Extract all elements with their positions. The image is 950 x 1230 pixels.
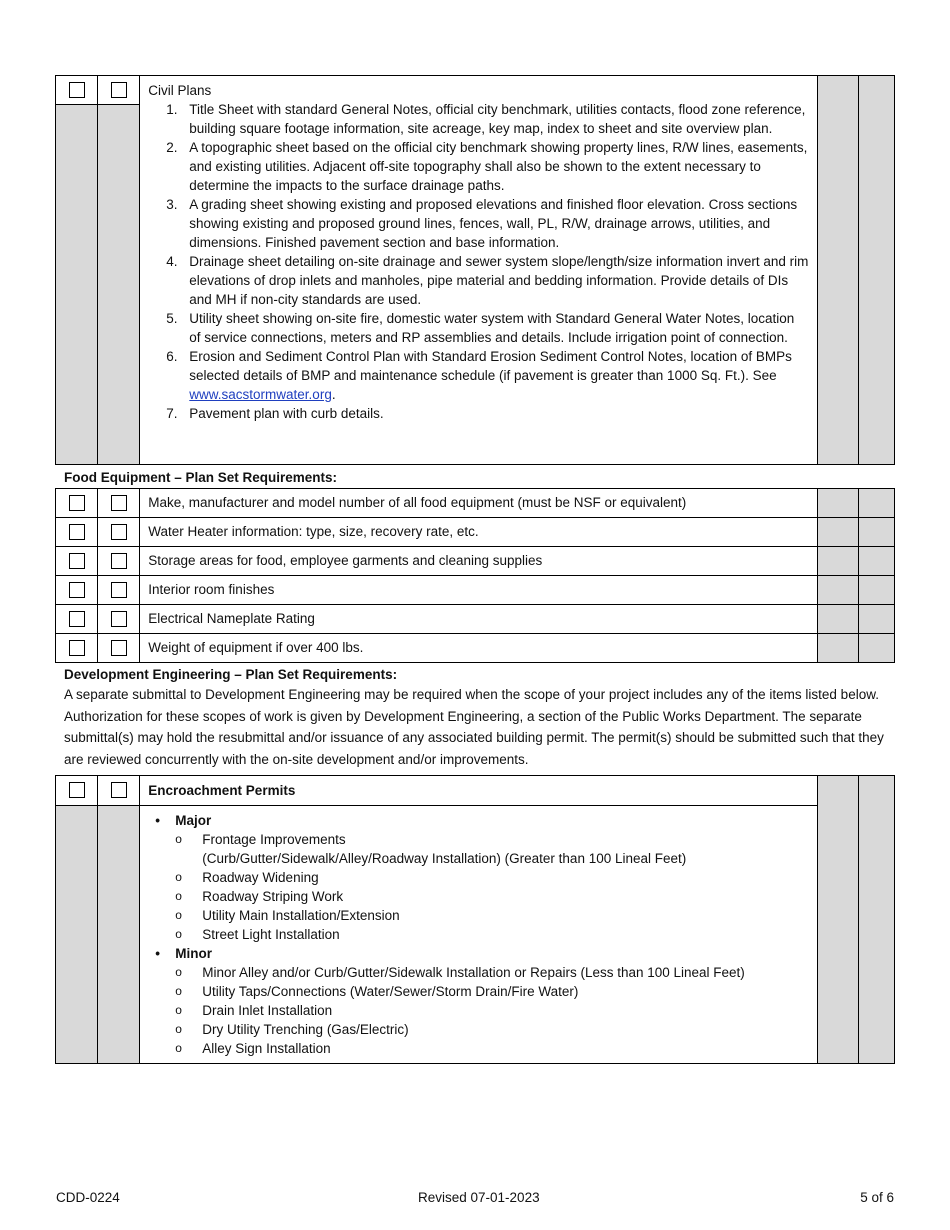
table-row [56, 605, 895, 634]
table-row [56, 489, 895, 518]
list-item: 4. Drainage sheet detailing on-site drainage and sewer system slope/length/size information invert and rim elevations of drop inlets and manholes, pipe material and bedding information. Provide details of DIs and MH if non-city standards are used. [181, 252, 808, 309]
list-item: o Street Light Installation [202, 925, 808, 944]
page-number: 5 of 6 [860, 1190, 894, 1205]
list-item: o Drain Inlet Installation [202, 1001, 808, 1020]
gray-cell [56, 806, 98, 1064]
sacstormwater-link[interactable]: www.sacstormwater.org [189, 387, 332, 402]
checkbox[interactable] [111, 82, 127, 98]
list-item: o Dry Utility Trenching (Gas/Electric) [202, 1020, 808, 1039]
row-label: Electrical Nameplate Rating [148, 611, 315, 626]
list-item-minor: • Minor o Minor Alley and/or Curb/Gutter/Sidewalk Installation or Repairs (Less than 100 Lineal Feet) o Utility Taps/Connections (Water/Sewer/Storm Drain/Fire Water) o Drain Inlet Installation o Dry Utility Trenching (Gas/Electric) o Alley Sign Installation [175, 944, 808, 1058]
checkbox[interactable] [111, 553, 127, 569]
dev-section-title: Development Engineering – Plan Set Requirements: [64, 667, 398, 682]
list-item: 2. A topographic sheet based on the official city benchmark showing property lines, R/W lines, easements, and existing utilities. Adjacent off-site topography shall also be shown to the extent necessary to determine the impacts to the surface drainage paths. [181, 138, 808, 195]
gray-cell [56, 105, 98, 465]
list-item: o Alley Sign Installation [202, 1039, 808, 1058]
encroachment-table [55, 775, 895, 1064]
checkbox[interactable] [69, 582, 85, 598]
gray-cell [98, 806, 140, 1064]
table-row [56, 547, 895, 576]
list-item: 5. Utility sheet showing on-site fire, domestic water system with Standard General Water Notes, location of service connections, meters and RP assemblies and details. Include irrigation point of connection. [181, 309, 808, 347]
checkbox[interactable] [69, 524, 85, 540]
checkbox[interactable] [111, 782, 127, 798]
food-section-title: Food Equipment – Plan Set Requirements: [64, 470, 338, 485]
list-item: 3. A grading sheet showing existing and proposed elevations and finished floor elevation. Cross sections showing existing and proposed ground lines, fences, wall, PL, R/W, drainage arrows, utilities, and dimensions. Finished pavement section and base information. [181, 195, 808, 252]
list-item: o Roadway Striping Work [202, 887, 808, 906]
row-label: Water Heater information: type, size, recovery rate, etc. [148, 524, 479, 539]
list-item: o Utility Taps/Connections (Water/Sewer/Storm Drain/Fire Water) [202, 982, 808, 1001]
staff-column [858, 776, 894, 1064]
checkbox[interactable] [111, 495, 127, 511]
checkbox[interactable] [111, 582, 127, 598]
row-label: Storage areas for food, employee garments and cleaning supplies [148, 553, 543, 568]
civil-plans-table [55, 75, 895, 465]
revised-date: Revised 07-01-2023 [418, 1190, 540, 1205]
checkbox-cell [98, 76, 140, 105]
form-id: CDD-0224 [56, 1190, 120, 1205]
list-item: 6. Erosion and Sediment Control Plan with Standard Erosion Sediment Control Notes, location of BMPs selected details of BMP and maintenance schedule (if pavement is greater than 1000 Sq. Ft.). See www.sacstormwater.org. [181, 347, 808, 404]
staff-column [817, 76, 858, 465]
table-row [56, 576, 895, 605]
list-item-major: • Major o Frontage Improvements (Curb/Gutter/Sidewalk/Alley/Roadway Installation) (Greater than 100 Lineal Feet) o Roadway Widening o Roadway Striping Work o Utility Main Installation/Extension o Street Light Installation [175, 811, 808, 944]
food-equipment-table [55, 488, 895, 663]
encroachment-content [140, 806, 817, 1064]
encroachment-list [148, 811, 808, 1058]
gray-cell [98, 105, 140, 465]
list-item: o Minor Alley and/or Curb/Gutter/Sidewalk Installation or Repairs (Less than 100 Lineal Feet) [202, 963, 808, 982]
checkbox[interactable] [69, 82, 85, 98]
checkbox[interactable] [69, 611, 85, 627]
checkbox[interactable] [69, 553, 85, 569]
row-label: Interior room finishes [148, 582, 275, 597]
checkbox-cell [56, 76, 98, 105]
list-item: 7. Pavement plan with curb details. [181, 404, 808, 423]
table-row [56, 634, 895, 663]
checkbox[interactable] [69, 782, 85, 798]
encroachment-heading: Encroachment Permits [148, 783, 296, 798]
checkbox[interactable] [69, 495, 85, 511]
table-row [56, 518, 895, 547]
civil-plans-content [140, 76, 817, 465]
civil-plans-heading: Civil Plans [148, 83, 212, 98]
staff-column [858, 76, 894, 465]
list-item: o Roadway Widening [202, 868, 808, 887]
dev-paragraph: A separate submittal to Development Engineering may be required when the scope of your project includes any of the items listed below. Authorization for these scopes of work is given by Development Engineering, a section of the Public Works Department. The separate submittal(s) may hold the resubmittal and/or issuance of any associated building permit. The permit(s) should be submitted such that they are reviewed concurrently with the on-site development and/or improvements. [64, 687, 884, 767]
civil-plans-list [148, 100, 808, 423]
list-item: o Frontage Improvements (Curb/Gutter/Sidewalk/Alley/Roadway Installation) (Greater than 100 Lineal Feet) [202, 830, 808, 868]
checkbox[interactable] [111, 611, 127, 627]
staff-column [817, 776, 858, 1064]
row-label: Make, manufacturer and model number of all food equipment (must be NSF or equivalent) [148, 495, 687, 510]
checkbox[interactable] [69, 640, 85, 656]
checkbox[interactable] [111, 640, 127, 656]
list-item: 1. Title Sheet with standard General Notes, official city benchmark, utilities contacts, flood zone reference, building square footage information, site acreage, key map, index to sheet and site overview plan. [181, 100, 808, 138]
list-item: o Utility Main Installation/Extension [202, 906, 808, 925]
checkbox[interactable] [111, 524, 127, 540]
row-label: Weight of equipment if over 400 lbs. [148, 640, 364, 655]
